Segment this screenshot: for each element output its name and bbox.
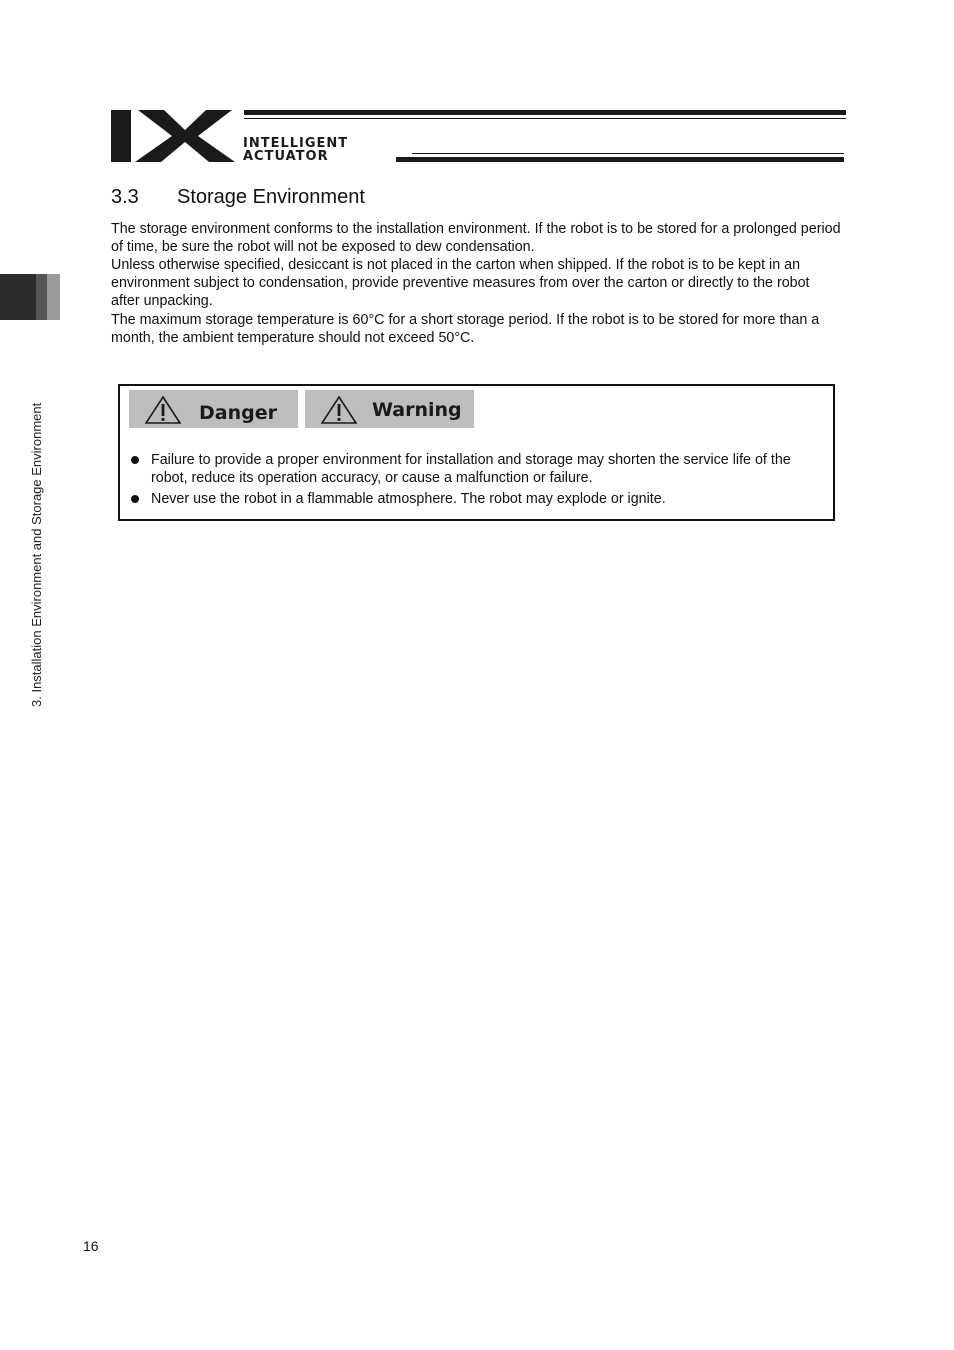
- section-body: [111, 220, 841, 347]
- list-item: [128, 490, 828, 508]
- section-title: Storage Environment: [177, 186, 365, 208]
- list-item-text: Failure to provide a proper environment for installation and storage may shorten the service life of the robot, reduce its operation accuracy, or cause a malfunction or failure.: [151, 452, 791, 486]
- list-item-text: Never use the robot in a flammable atmosphere. The robot may explode or ignite.: [151, 491, 666, 507]
- caution-list: [128, 451, 828, 511]
- page-number: 16: [83, 1238, 99, 1254]
- danger-label: Danger: [199, 402, 277, 424]
- paragraph: The storage environment conforms to the installation environment. If the robot is to be stored for a prolonged period of time, be sure the robot will not be exposed to dew condensation.: [111, 221, 841, 255]
- ix-logo: [111, 110, 235, 162]
- header-rule-top-thin: [244, 118, 846, 119]
- section-heading: [111, 186, 365, 209]
- warning-badge: [305, 390, 474, 428]
- warning-triangle-icon: [145, 396, 181, 424]
- list-item: [128, 451, 828, 487]
- logo-text-line2: ACTUATOR: [243, 149, 329, 164]
- warning-label: Warning: [372, 399, 462, 421]
- danger-badge: [129, 390, 298, 428]
- paragraph: The maximum storage temperature is 60°C for a short storage period. If the robot is to be stored for more than a month, the ambient temperature should not exceed 50°C.: [111, 312, 820, 346]
- chapter-side-label: 3. Installation Environment and Storage Environment: [29, 402, 44, 707]
- header-rule-top: [244, 110, 846, 115]
- warning-triangle-icon: [321, 396, 357, 424]
- bullet-icon: [131, 456, 139, 464]
- section-number: 3.3: [111, 186, 139, 208]
- bullet-icon: [131, 495, 139, 503]
- logo-wordmark: [243, 137, 348, 163]
- header-rule-bottom-thin: [412, 153, 844, 154]
- header-rule-bottom: [396, 157, 844, 162]
- caution-box: [118, 384, 835, 521]
- chapter-tab-marker: [0, 274, 60, 320]
- logo-text-line1: INTELLIGENT: [243, 136, 349, 151]
- paragraph: Unless otherwise specified, desiccant is not placed in the carton when shipped. If the robot is to be kept in an environment subject to condensation, provide preventive measures from over the carton or directly to the robot after unpacking.: [111, 257, 810, 309]
